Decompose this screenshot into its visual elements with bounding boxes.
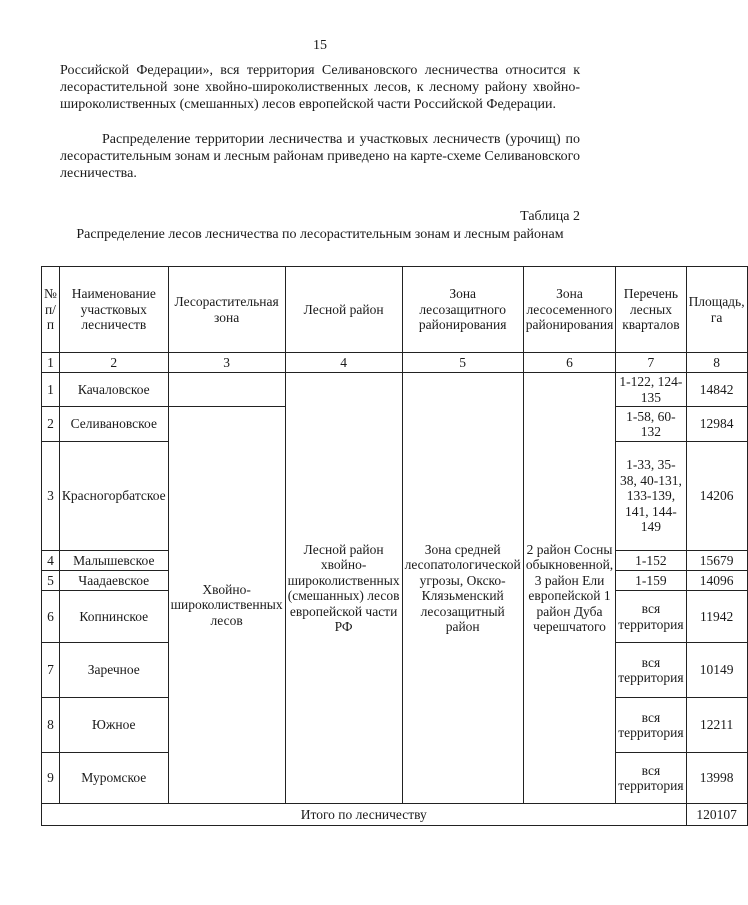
row-area: 12984 xyxy=(686,407,747,442)
table-title: Распределение лесов лесничества по лесорастительным зонам и лесным районам xyxy=(76,227,564,242)
paragraph-1: Российской Федерации», вся территория Селивановского лесничества относится к лесорастительной зоне хвойно-широколиственных лесов, к лесному району хвойно-широколиственных (смешанных) лесов европейской части Российской Федерации. xyxy=(60,63,580,112)
row-area: 10149 xyxy=(686,643,747,698)
row-area: 14206 xyxy=(686,442,747,551)
row-area: 14096 xyxy=(686,571,747,591)
total-value: 120107 xyxy=(686,804,747,826)
merged-fire-zone: Зона средней лесопатологической угрозы, Окско-Клязьменский лесозащитный район xyxy=(402,373,523,804)
header-zone: Лесорастительная зона xyxy=(168,267,285,353)
header-seed-zone: Зона лесосеменного районирования xyxy=(523,267,616,353)
header-quarters: Перечень лесных кварталов xyxy=(616,267,686,353)
table-label: Таблица 2 xyxy=(520,209,580,224)
row-quarters: 1-152 xyxy=(616,551,686,571)
row-name: Малышевское xyxy=(59,551,168,571)
merged-zone: Хвойно-широколиственных лесов xyxy=(168,407,285,804)
row-area: 15679 xyxy=(686,551,747,571)
total-label: Итого по лесничеству xyxy=(42,804,687,826)
row-num: 9 xyxy=(42,753,60,804)
page-number: 15 xyxy=(313,38,327,53)
header-row xyxy=(42,267,748,353)
row-area: 12211 xyxy=(686,698,747,753)
header-fire-zone: Зона лесозащитного районирования xyxy=(402,267,523,353)
merged-region: Лесной район хвойно-широколиственных (смешанных) лесов европейской части РФ xyxy=(285,373,402,804)
header-region: Лесной район xyxy=(285,267,402,353)
row-num: 6 xyxy=(42,591,60,643)
row-quarters: вся территория xyxy=(616,753,686,804)
row-quarters: вся территория xyxy=(616,698,686,753)
row-name: Муромское xyxy=(59,753,168,804)
col-number: 4 xyxy=(285,353,402,373)
row-num: 8 xyxy=(42,698,60,753)
col-number: 8 xyxy=(686,353,747,373)
row-quarters: вся территория xyxy=(616,591,686,643)
row-name: Южное xyxy=(59,698,168,753)
row-name: Заречное xyxy=(59,643,168,698)
row-quarters: вся территория xyxy=(616,643,686,698)
row-num: 4 xyxy=(42,551,60,571)
row-name: Красногорбатское xyxy=(59,442,168,551)
row-num: 1 xyxy=(42,373,60,407)
column-number-row xyxy=(42,353,748,373)
header-area: Площадь, га xyxy=(686,267,747,353)
col-number: 1 xyxy=(42,353,60,373)
table-row xyxy=(42,373,748,407)
row-name: Селивановское xyxy=(59,407,168,442)
row-num: 2 xyxy=(42,407,60,442)
col-number: 7 xyxy=(616,353,686,373)
paragraph-2: Распределение территории лесничества и участковых лесничеств (урочищ) по лесорастительным зонам и лесным районам приведено на карте-схеме Селивановского лесничества. xyxy=(60,132,580,181)
col-number: 3 xyxy=(168,353,285,373)
header-name: Наименование участковых лесничеств xyxy=(59,267,168,353)
row-num: 3 xyxy=(42,442,60,551)
zone-empty xyxy=(168,373,285,407)
total-row xyxy=(42,804,748,826)
row-quarters: 1-58, 60-132 xyxy=(616,407,686,442)
row-quarters: 1-33, 35-38, 40-131, 133-139, 141, 144-149 xyxy=(616,442,686,551)
row-num: 5 xyxy=(42,571,60,591)
row-name: Копнинское xyxy=(59,591,168,643)
col-number: 5 xyxy=(402,353,523,373)
col-number: 2 xyxy=(59,353,168,373)
merged-seed-zone: 2 район Сосны обыкновенной, 3 район Ели европейской 1 район Дуба черешчатого xyxy=(523,373,616,804)
row-name: Чаадаевское xyxy=(59,571,168,591)
row-area: 13998 xyxy=(686,753,747,804)
row-num: 7 xyxy=(42,643,60,698)
row-quarters: 1-122, 124-135 xyxy=(616,373,686,407)
row-quarters: 1-159 xyxy=(616,571,686,591)
header-num: № п/п xyxy=(42,267,60,353)
col-number: 6 xyxy=(523,353,616,373)
row-area: 11942 xyxy=(686,591,747,643)
row-area: 14842 xyxy=(686,373,747,407)
row-name: Качаловское xyxy=(59,373,168,407)
forest-distribution-table xyxy=(41,266,748,826)
